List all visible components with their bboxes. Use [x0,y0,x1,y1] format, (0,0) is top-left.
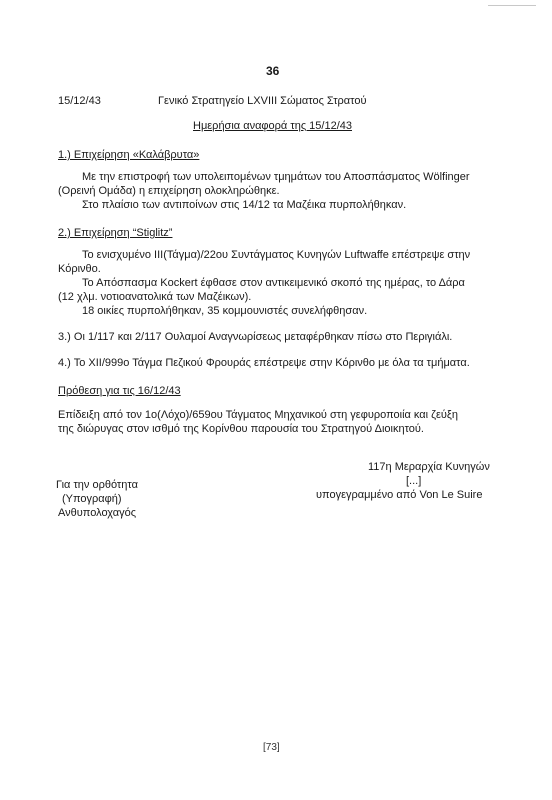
headquarters-title: Γενικό Στρατηγείο LXVIII Σώματος Στρατού [158,95,367,107]
section2-line1: Το ενισχυμένο ΙΙΙ(Τάγμα)/22ου Συντάγματος Κυνηγών Luftwaffe επέστρεψε στην [82,249,471,261]
section4-line: 4.) Το ΧΙΙ/999ο Τάγμα Πεζικού Φρουράς επέστρεψε στην Κόρινθο με όλα τα τμήματα. [58,357,470,369]
intention-line1: Επίδειξη από τον 1ο(Λόχο)/659ου Τάγματος Μηχανικού στη γεφυροποιία και ζεύξη [58,409,458,421]
page-number-top: 36 [266,64,280,78]
report-date: 15/12/43 [58,95,101,107]
report-title: Ημερήσια αναφορά της 15/12/43 [193,120,352,132]
section3-line: 3.) Οι 1/117 και 2/117 Ουλαμοί Αναγνωρίσεως μεταφέρθηκαν πίσω στο Περιγιάλι. [58,331,453,343]
page-number-bottom: [73] [263,742,280,753]
scan-artifact-line [488,5,536,6]
section1-line2: (Ορεινή Ομάδα) η επιχείρηση ολοκληρώθηκε. [58,185,280,197]
intention-line2: της διώρυγας στον ισθμό της Κορίνθου παρουσία του Στρατηγού Διοικητού. [58,423,424,435]
section2-line3: Το Απόσπασμα Kockert έφθασε στον αντικειμενικό σκοπό της ημέρας, το Δάρα [82,277,465,289]
division-name: 117η Μεραρχία Κυνηγών [368,461,490,473]
signature-placeholder: (Υπογραφή) [62,493,122,505]
section2-line2: Κόρινθο. [58,263,101,275]
signer-rank: Ανθυπολοχαγός [58,507,137,519]
intention-title: Πρόθεση για τις 16/12/43 [58,385,181,397]
section1-line1: Με την επιστροφή των υπολειπομένων τμημάτων του Αποσπάσματος Wölfinger [82,171,470,183]
section1-line3: Στο πλαίσιο των αντιποίνων στις 14/12 τα Μαζέικα πυρπολήθηκαν. [82,199,407,211]
section2-title: 2.) Επιχείρηση “Stiglitz” [58,227,173,239]
signed-by: υπογεγραμμένο από Von Le Suire [316,489,483,501]
section1-title: 1.) Επιχείρηση «Καλάβρυτα» [58,149,200,161]
section2-line4: (12 χλμ. νοτιοανατολικά των Μαζέικων). [58,291,252,303]
certification-label: Για την ορθότητα [56,479,138,491]
signature-ellipsis: [...] [406,475,422,487]
section2-line5: 18 οικίες πυρπολήθηκαν, 35 κομμουνιστές συνελήφθησαν. [82,305,368,317]
